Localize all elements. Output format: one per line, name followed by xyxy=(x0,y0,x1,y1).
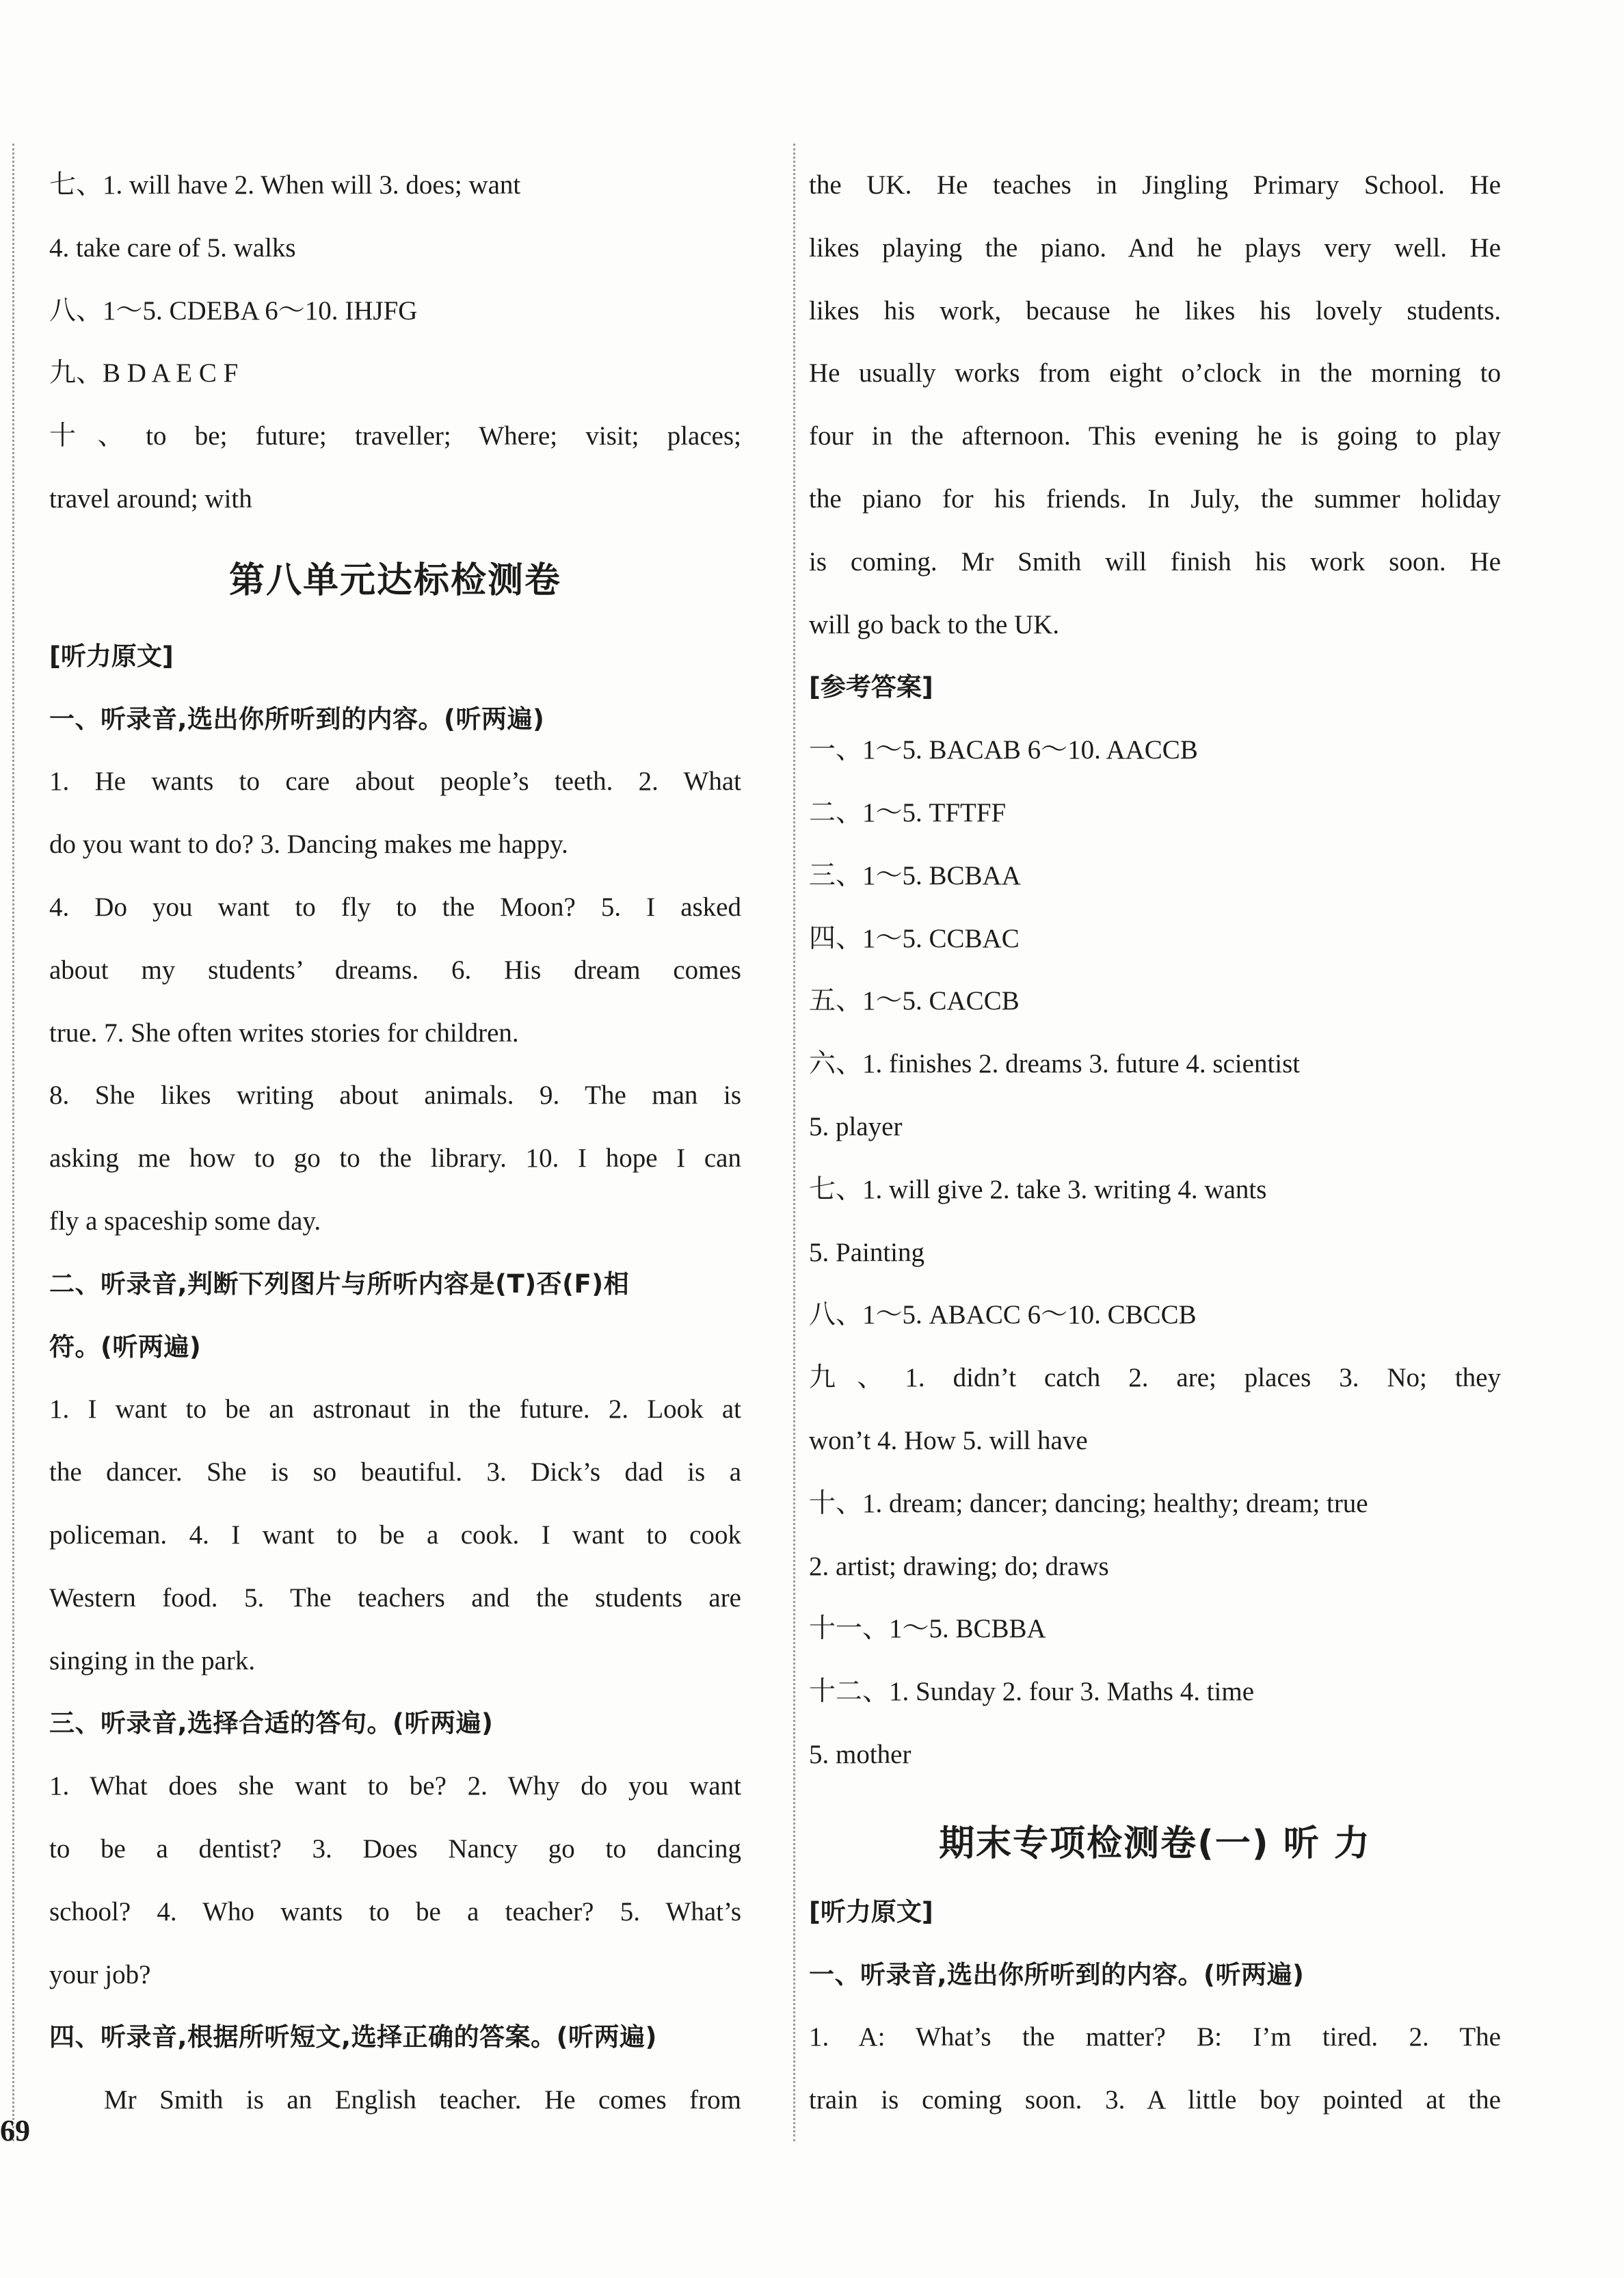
text-line: 三、1～5. BCBAA xyxy=(809,860,1021,890)
text-line: 4. Do you want to fly to the Moon? 5. I asked xyxy=(49,892,741,922)
right-column xyxy=(809,164,1501,2142)
text-line: 八、1～5. CDEBA 6～10. IHJFG xyxy=(49,295,418,326)
text-line: 5. Painting xyxy=(809,1237,925,1267)
center-dotted-rule xyxy=(793,144,795,2141)
text-line: policeman. 4. I want to be a cook. I want to cook xyxy=(49,1520,741,1550)
question-heading: 四、听录音,根据所听短文,选择正确的答案。(听两遍) xyxy=(49,2022,657,2052)
question-heading: 二、听录音,判断下列图片与所听内容是(T)否(F)相 xyxy=(49,1269,630,1299)
text-line: true. 7. She often writes stories for children. xyxy=(49,1018,519,1048)
text-line: singing in the park. xyxy=(49,1645,256,1676)
text-line: the dancer. She is so beautiful. 3. Dick’s dad is a xyxy=(49,1457,741,1487)
text-line: likes his work, because he likes his lovely students. xyxy=(809,295,1501,326)
text-line: 1. He wants to care about people’s teeth. 2. What xyxy=(49,767,741,797)
bracket-label: [参考答案] xyxy=(809,672,933,702)
text-line: likes playing the piano. And he plays very well. He xyxy=(809,233,1501,263)
text-line: 1. I want to be an astronaut in the future. 2. Look at xyxy=(49,1394,741,1425)
text-line: Western food. 5. The teachers and the students are xyxy=(49,1582,741,1613)
left-dotted-rule xyxy=(12,144,14,2141)
text-line: 十、1. dream; dancer; dancing; healthy; dream; true xyxy=(809,1488,1368,1518)
text-line: your job? xyxy=(49,1959,151,1989)
text-line: the piano for his friends. In July, the summer holiday xyxy=(809,484,1501,514)
page-number: 69 xyxy=(0,2114,30,2147)
text-line: train is coming soon. 3. A little boy pointed at the xyxy=(809,2085,1501,2115)
section-title: 第八单元达标检测卷 xyxy=(228,559,561,601)
text-line: 4. take care of 5. walks xyxy=(49,233,296,263)
question-heading: 一、听录音,选出你所听到的内容。(听两遍) xyxy=(49,704,545,734)
text-line: 2. artist; drawing; do; draws xyxy=(809,1551,1109,1581)
text-line: 十一、1～5. BCBBA xyxy=(809,1614,1046,1644)
text-line: 5. player xyxy=(809,1111,903,1141)
question-heading: 三、听录音,选择合适的答句。(听两遍) xyxy=(49,1708,494,1738)
text-line: Mr Smith is an English teacher. He comes from xyxy=(104,2085,741,2115)
text-line: travel around; with xyxy=(49,484,252,514)
text-line: 七、1. will give 2. take 3. writing 4. wants xyxy=(809,1174,1267,1204)
text-line: 九、1. didn’t catch 2. are; places 3. No; they xyxy=(809,1363,1501,1393)
text-line: fly a spaceship some day. xyxy=(49,1206,321,1236)
question-heading: 一、听录音,选出你所听到的内容。(听两遍) xyxy=(809,1959,1305,1989)
bracket-label: [听力原文] xyxy=(49,641,174,671)
text-line: 8. She likes writing about animals. 9. The man is xyxy=(49,1081,741,1111)
text-line: 一、1～5. BACAB 6～10. AACCB xyxy=(809,735,1198,765)
text-line: 十、to be; future; traveller; Where; visit; places; xyxy=(49,421,741,451)
text-line: 六、1. finishes 2. dreams 3. future 4. scientist xyxy=(809,1049,1301,1079)
text-line: 1. What does she want to be? 2. Why do you want xyxy=(49,1771,741,1801)
text-line: four in the afternoon. This evening he is going to play xyxy=(809,421,1501,451)
text-line: the UK. He teaches in Jingling Primary School. He xyxy=(809,170,1501,200)
text-line: 1. A: What’s the matter? B: I’m tired. 2. The xyxy=(809,2022,1501,2052)
text-line: asking me how to go to the library. 10. I hope I can xyxy=(49,1143,741,1174)
text-line: to be a dentist? 3. Does Nancy go to dancing xyxy=(49,1833,741,1864)
text-line: won’t 4. How 5. will have xyxy=(809,1425,1088,1455)
text-line: 九、B D A E C F xyxy=(49,358,239,388)
text-line: 二、1～5. TFTFF xyxy=(809,797,1007,827)
text-line: 五、1～5. CACCB xyxy=(809,986,1020,1016)
text-line: will go back to the UK. xyxy=(809,609,1060,639)
text-line: 十二、1. Sunday 2. four 3. Maths 4. time xyxy=(809,1677,1255,1707)
text-line: He usually works from eight o’clock in the morning to xyxy=(809,358,1501,388)
text-line: 七、1. will have 2. When will 3. does; want xyxy=(49,170,521,200)
left-column xyxy=(49,164,741,2142)
text-line: do you want to do? 3. Dancing makes me happy. xyxy=(49,830,568,860)
text-line: about my students’ dreams. 6. His dream comes xyxy=(49,955,741,985)
text-line: 四、1～5. CCBAC xyxy=(809,923,1020,953)
bracket-label: [听力原文] xyxy=(809,1896,933,1926)
text-line: 八、1～5. ABACC 6～10. CBCCB xyxy=(809,1300,1197,1330)
section-title: 期末专项检测卷(一) 听 力 xyxy=(939,1823,1371,1864)
text-line: 5. mother xyxy=(809,1739,911,1769)
question-heading: 符。(听两遍) xyxy=(49,1332,202,1362)
text-line: school? 4. Who wants to be a teacher? 5. What’s xyxy=(49,1896,741,1926)
text-line: is coming. Mr Smith will finish his work soon. He xyxy=(809,546,1501,577)
